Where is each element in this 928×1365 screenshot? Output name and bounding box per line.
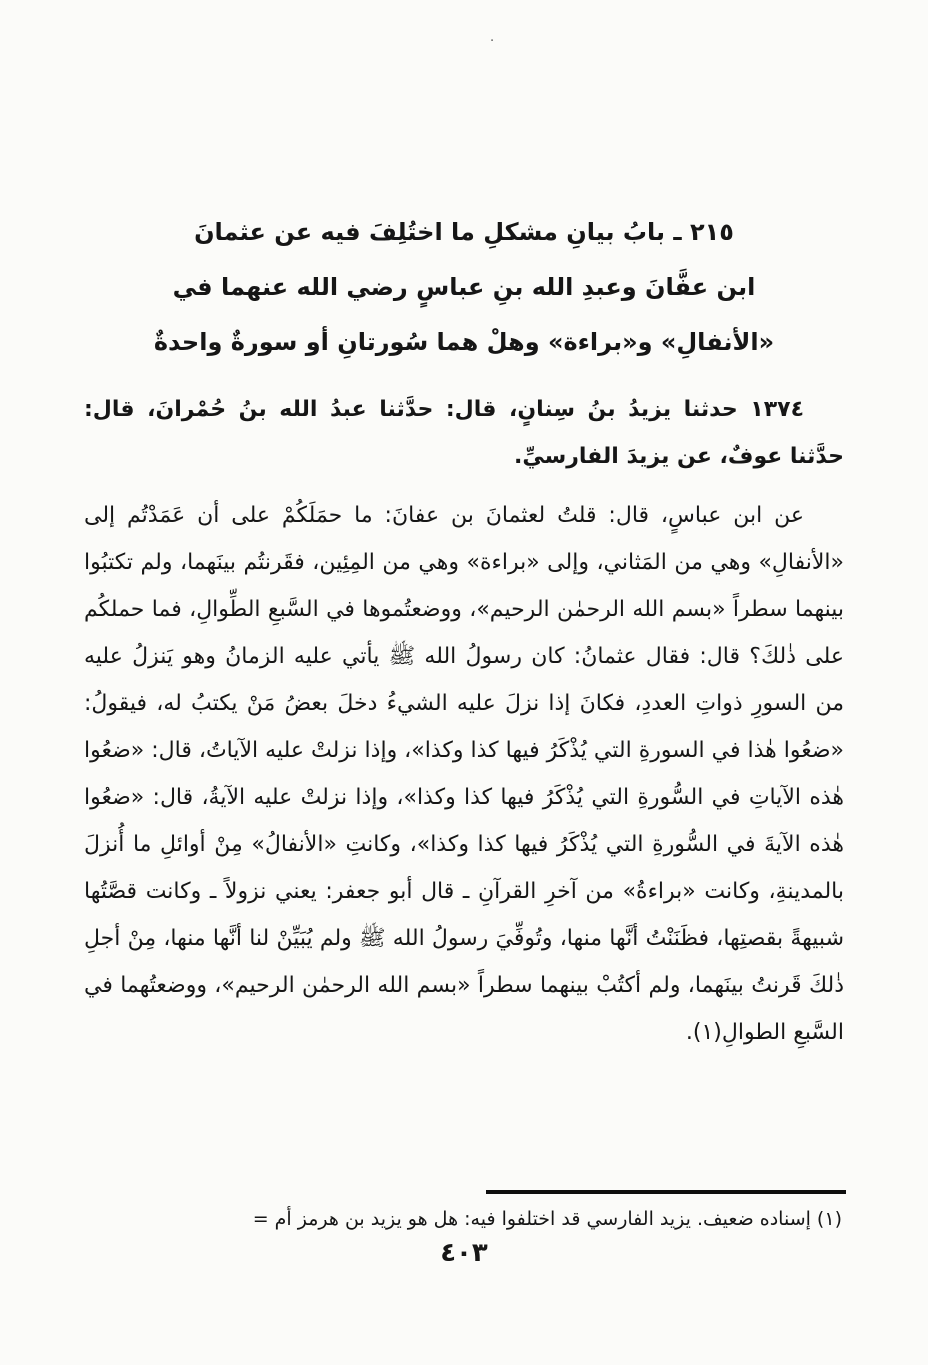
footnote-text: (١) إسناده ضعيف. يزيد الفارسي قد اختلفوا فيه: هل هو يزيد بن هرمز أم = <box>252 1208 842 1230</box>
chapter-heading-line-3: «الأنفالِ» و«براءة» وهلْ هما سُورتانِ أو سورةٌ واحدةٌ <box>153 328 775 356</box>
hadith-body <box>84 386 844 1184</box>
chapter-heading <box>120 205 808 370</box>
chapter-heading-line-1: ٢١٥ ـ بابُ بيانِ مشكلِ ما اختُلِفَ فيه عن عثمانَ <box>194 218 734 246</box>
page-top-mark: · <box>490 34 495 49</box>
chapter-heading-line-2: ابن عفَّانَ وعبدِ الله بنِ عباسٍ رضي الله عنهما في <box>172 273 756 301</box>
hadith-matn-paragraph: عن ابن عباسٍ، قال: قلتُ لعثمانَ بن عفانَ: ما حمَلَكُمْ على أن عَمَدْتُم إلى «الأنفالِ» وهي من المَثاني، وإلى «براءة» وهي من المِئِين، فقَرنتُم بينَهما، ولم تكتبُوا بينهما سطراً «بسم الله الرحمٰن الرحيم»، ووضعتُموها في السَّبعِ الطِّوالِ، فما حملكُم على ذٰلكَ؟ قال: فقال عثمانُ: كان رسولُ الله ﷺ يأتي عليه الزمانُ وهو يَنزلُ عليه من السورِ ذواتِ العددِ، فكانَ إذا نزلَ عليه الشيءُ دخلَ بعضُ مَنْ يكتبُ له، فيقولُ: «ضعُوا هٰذا في السورةِ التي يُذْكَرُ فيها كذا وكذا»، وإذا نزلتْ عليه الآياتُ، قال: «ضعُوا هٰذه الآياتِ في السُّورةِ التي يُذْكَرُ فيها كذا وكذا»، وإذا نزلتْ عليه الآيةُ، قال: «ضعُوا هٰذه الآيةَ في السُّورةِ التي يُذْكَرُ فيها كذا وكذا»، وكانتِ «الأنفالُ» مِنْ أوائلِ ما أُنزلَ بالمدينةِ، وكانت «براءةُ» من آخرِ القرآنِ ـ قال أبو جعفر: يعني نزولاً ـ وكانت قصَّتُها شبيهةً بقصتِها، فظَنَنْتُ أنَّها منها، وتُوفِّيَ رسولُ الله ﷺ ولم يُبَيِّنْ لنا أنَّها منها، مِنْ أجلِ ذٰلكَ قَرنتُ بينَهما، ولم أكتُبْ بينهما سطراً «بسم الله الرحمٰن الرحيم»، ووضعتُهما في السَّبعِ الطوالِ(١). <box>84 503 844 1045</box>
hadith-isnad-paragraph: ١٣٧٤ حدثنا يزيدُ بنُ سِنانٍ، قال: حدَّثنا عبدُ الله بنُ حُمْرانَ، قال: حدَّثنا عوفٌ، عن يزيدَ الفارسيِّ. <box>84 397 844 469</box>
footnote-separator-rule <box>486 1190 846 1194</box>
page-number: ٤٠٣ <box>440 1238 488 1268</box>
